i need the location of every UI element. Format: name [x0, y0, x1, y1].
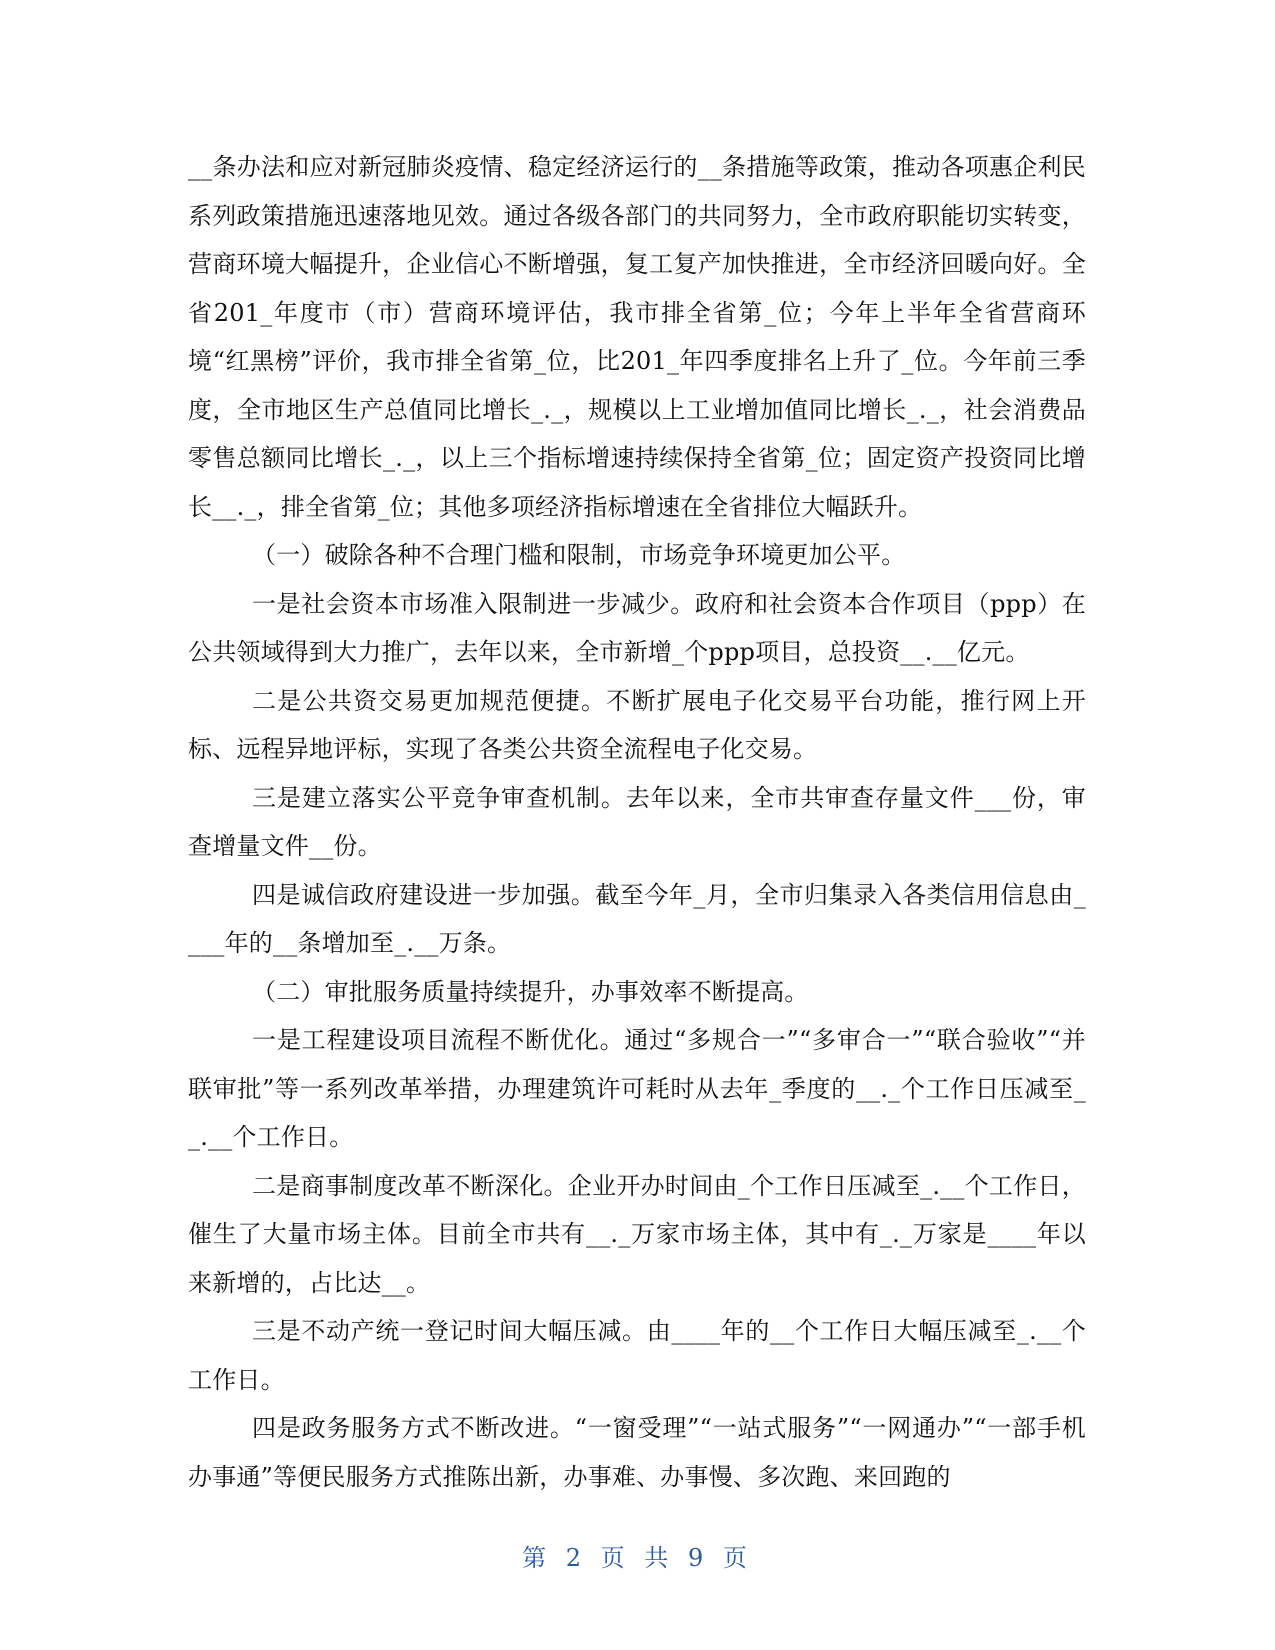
section-heading-2: （二）审批服务质量持续提升，办事效率不断提高。	[252, 977, 809, 1006]
paragraph-item: 一是社会资本市场准入限制进一步减少。政府和社会资本合作项目（ppp）在公共领域得到大力推广，去年以来，全市新增_个ppp项目，总投资__.__亿元。	[188, 589, 1086, 666]
section-heading-1: （一）破除各种不合理门槛和限制，市场竞争环境更加公平。	[252, 541, 906, 569]
paragraph-intro: __条办法和应对新冠肺炎疫情、稳定经济运行的__条措施等政策，推动各项惠企利民系列政策措施迅速落地见效。通过各级各部门的共同努力，全市政府职能切实转变，营商环境大幅提升，企业信心不断增强，复工复产加快推进，全市经济回暖向好。全省201_年度市（市）营商环境评估，我市排全省第_位；今年上半年全省营商环境“红黑榜”评价，我市排全省第_位，比201_年四季度排名上升了_位。今年前三季度，全市地区生产总值同比增长_._，规模以上工业增加值同比增长_._，社会消费品零售总额同比增长_._，以上三个指标增速持续保持全省第_位；固定资产投资同比增长__._，排全省第_位；其他多项经济指标增速在全省排位大幅跃升。	[188, 153, 1086, 521]
paragraph-item: 三是不动产统一登记时间大幅压减。由____年的__个工作日大幅压减至_.__个工作日。	[188, 1317, 1086, 1394]
document-body	[188, 143, 1086, 1501]
paragraph-item: 一是工程建设项目流程不断优化。通过“多规合一”“多审合一”“联合验收”“并联审批”等一系列改革举措，办理建筑许可耗时从去年_季度的__._个工作日压减至__.__个工作日。	[188, 1026, 1086, 1151]
paragraph-item: 三是建立落实公平竞争审查机制。去年以来，全市共审查存量文件___份，审查增量文件__份。	[188, 783, 1086, 860]
paragraph-item: 二是商事制度改革不断深化。企业开办时间由_个工作日压减至_.__个工作日，催生了大量市场主体。目前全市共有__._万家市场主体，其中有_._万家是____年以来新增的，占比达__。	[188, 1171, 1086, 1297]
paragraph-item: 二是公共资交易更加规范便捷。不断扩展电子化交易平台功能，推行网上开标、远程异地评标，实现了各类公共资全流程电子化交易。	[188, 686, 1086, 763]
paragraph-item: 四是诚信政府建设进一步加强。截至今年_月，全市归集录入各类信用信息由____年的__条增加至_.__万条。	[188, 880, 1086, 957]
paragraph-item: 四是政务服务方式不断改进。“一窗受理”“一站式服务”“一网通办”“一部手机办事通”等便民服务方式推陈出新，办事难、办事慢、多次跑、来回跑的	[188, 1414, 1086, 1491]
page-number-footer: 第 2 页 共 9 页	[522, 1544, 753, 1572]
